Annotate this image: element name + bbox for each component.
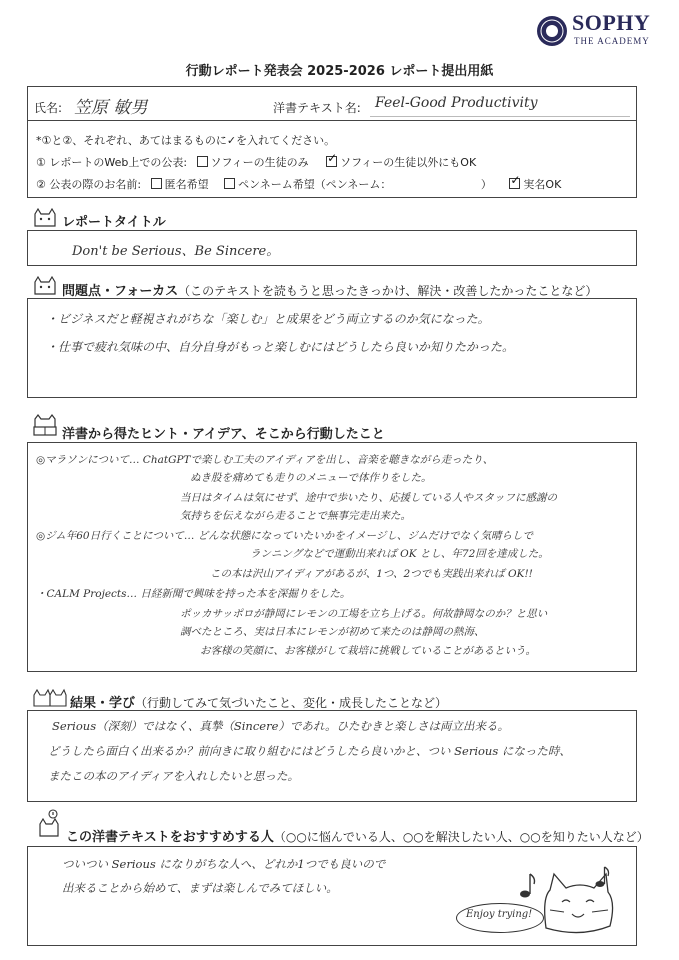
book-value: Feel-Good Productivity bbox=[375, 95, 538, 111]
q2-opt2-checkbox[interactable] bbox=[224, 178, 235, 189]
book-underline bbox=[370, 116, 630, 117]
hints-line-8: ・CALM Projects… 日経新聞で興味を持った本を深掘りをした。 bbox=[36, 588, 351, 600]
logo-sub: THE ACADEMY bbox=[574, 36, 650, 46]
cat-thinking-icon bbox=[32, 274, 58, 296]
q2-opt3-label: 実名OK bbox=[523, 178, 562, 191]
enjoy-text: Enjoy trying! bbox=[466, 909, 533, 920]
hints-line-1: ◎マラソンについて… ChatGPTで楽しむ工夫のアイディアを出し、音楽を聴きながら走ったり、 bbox=[36, 454, 494, 466]
q2-row bbox=[36, 176, 561, 192]
recommend-heading bbox=[66, 826, 649, 845]
focus-line-2: ・仕事で疲れ気味の中、自分自身がもっと楽しむにはどうしたら良いか知りたかった。 bbox=[46, 340, 515, 354]
q2-opt1-checkbox[interactable] bbox=[151, 178, 162, 189]
q2-opt2-label: ペンネーム希望（ペンネーム： bbox=[238, 178, 392, 191]
q2-opt3-checkbox[interactable] bbox=[509, 178, 520, 189]
music-note-icon bbox=[594, 864, 612, 890]
book-label: 洋書テキスト名: bbox=[273, 101, 361, 115]
q1-opt2-label: ソフィーの生徒以外にもOK bbox=[340, 156, 477, 169]
hints-line-11: お客様の笑顔に、お客様がして栽培に挑戦していることがあるという。 bbox=[200, 645, 536, 657]
results-line-2: どうしたら面白く出来るか？前向きに取り組むにはどうしたら良いかと、つい Serious になった時、 bbox=[48, 744, 571, 758]
hints-line-7: この本は沢山アイディアがあるが、1つ、2つでも実践出来れば OK!! bbox=[210, 568, 533, 580]
results-line-1: Serious（深刻）ではなく、真摯（Sincere）であれ。ひたむきと楽しさは両立出来る。 bbox=[52, 719, 510, 733]
music-note-icon bbox=[518, 870, 538, 900]
q1-opt2-checkbox[interactable] bbox=[326, 156, 337, 167]
hints-line-6: ランニングなどで運動出来れば OK とし、年72回を達成した。 bbox=[250, 548, 549, 560]
cat-book-icon bbox=[32, 206, 58, 228]
hints-line-5: ◎ジム年60日行くことについて… どんな状態になっていたいかをイメージし、ジムだけでなく気晴らしで bbox=[36, 530, 533, 542]
focus-heading-main: 問題点・フォーカス bbox=[62, 284, 179, 299]
results-heading bbox=[70, 692, 447, 711]
cat-pointing-icon bbox=[32, 808, 62, 838]
q1-label: ① レポートのWeb上での公表: bbox=[36, 156, 188, 169]
hints-heading: 洋書から得たヒント・アイデア、そこから行動したこと bbox=[62, 427, 385, 442]
recommend-line-1: ついつい Serious になりがちな人へ、どれか1つでも良いので bbox=[62, 857, 386, 871]
cat-reading-icon bbox=[32, 413, 58, 437]
q1-opt1-label: ソフィーの生徒のみ bbox=[210, 156, 309, 169]
recommend-heading-main: この洋書テキストをおすすめする人 bbox=[66, 830, 274, 845]
name-label: 氏名: bbox=[34, 101, 63, 115]
hints-line-4: 気持ちを伝えながら走ることで無事完走出来た。 bbox=[180, 510, 411, 522]
report-title-heading: レポートタイトル bbox=[62, 215, 166, 230]
cats-pair-icon bbox=[32, 686, 68, 708]
sophy-seal-icon bbox=[536, 15, 568, 47]
hints-line-3: 当日はタイムは気にせず、途中で歩いたり、応援している人やスタッフに感謝の bbox=[180, 492, 557, 504]
results-heading-sub: （行動してみて気づいたこと、変化・成長したことなど） bbox=[135, 696, 448, 710]
report-title-text: Don't be Serious、Be Sincere。 bbox=[72, 244, 280, 259]
recommend-line-2: 出来ることから始めて、まずは楽しんでみてほしい。 bbox=[62, 881, 338, 895]
focus-heading bbox=[62, 280, 597, 299]
hints-line-9: ポッカサッポロが静岡にレモンの工場を立ち上げる。何故静岡なのか？と思い bbox=[180, 608, 548, 620]
results-heading-main: 結果・学び bbox=[70, 696, 136, 711]
q1-row bbox=[36, 154, 476, 170]
q2-label: ② 公表の際のお名前: bbox=[36, 178, 142, 191]
logo bbox=[536, 12, 666, 52]
logo-name: SOPHY bbox=[572, 10, 651, 35]
results-line-3: またこの本のアイディアを入れしたいと思った。 bbox=[48, 769, 300, 783]
focus-heading-sub: （このテキストを読もうと思ったきっかけ、解決・改善したかったことなど） bbox=[178, 284, 598, 298]
cat-doodle-icon bbox=[536, 868, 626, 938]
form-title: 行動レポート発表会 2025-2026 レポート提出用紙 bbox=[185, 64, 494, 79]
hints-line-10: 調べたところ、実は日本にレモンが初めて来たのは静岡の熱海、 bbox=[180, 626, 485, 638]
instruction-note: *①と②、それぞれ、あてはまるものに✓を入れてください。 bbox=[36, 134, 336, 147]
hints-line-2: ぬき股を痛めても走りのメニューで体作りをした。 bbox=[190, 472, 432, 484]
q2-opt2-close: ） bbox=[480, 178, 492, 191]
focus-line-1: ・ビジネスだと軽視されがちな「楽しむ」と成果をどう両立するのか気になった。 bbox=[46, 312, 490, 326]
q2-opt1-label: 匿名希望 bbox=[164, 178, 209, 191]
recommend-heading-sub: （○○に悩んでいる人、○○を解決したい人、○○を知りたい人など） bbox=[273, 830, 649, 844]
name-value: 笠原 敏男 bbox=[74, 98, 148, 118]
name-row-line bbox=[27, 120, 637, 121]
q1-opt1-checkbox[interactable] bbox=[197, 156, 208, 167]
